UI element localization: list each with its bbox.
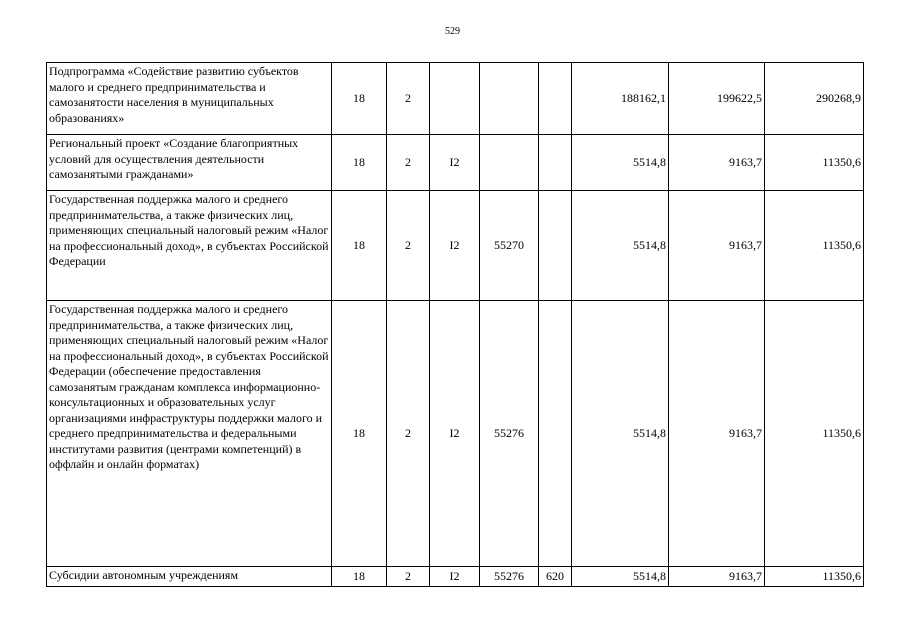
year1-amount-cell: 5514,8 (572, 301, 669, 567)
year2-amount-cell: 9163,7 (669, 301, 765, 567)
year1-amount-cell: 5514,8 (572, 191, 669, 301)
year3-amount-cell: 290268,9 (765, 63, 864, 135)
year2-amount-cell: 9163,7 (669, 191, 765, 301)
subprogram-code-cell: 2 (387, 135, 430, 191)
project-code-cell: I2 (430, 567, 480, 587)
page-number: 529 (445, 26, 460, 37)
table-row (47, 63, 864, 135)
project-code-cell: I2 (430, 191, 480, 301)
direction-code-cell (480, 63, 539, 135)
direction-code-cell: 55276 (480, 301, 539, 567)
subprogram-code-cell: 2 (387, 63, 430, 135)
expense-type-cell (539, 191, 572, 301)
year1-amount-cell: 188162,1 (572, 63, 669, 135)
subprogram-code-cell: 2 (387, 191, 430, 301)
year2-amount-cell: 9163,7 (669, 135, 765, 191)
expense-type-cell (539, 135, 572, 191)
expense-type-cell (539, 301, 572, 567)
project-code-cell: I2 (430, 301, 480, 567)
expense-type-cell: 620 (539, 567, 572, 587)
direction-code-cell (480, 135, 539, 191)
subprogram-code-cell: 2 (387, 301, 430, 567)
year3-amount-cell: 11350,6 (765, 567, 864, 587)
row-name-cell: Региональный проект «Создание благоприятных условий для осуществления деятельности самозанятыми гражданами» (47, 135, 332, 191)
year3-amount-cell: 11350,6 (765, 301, 864, 567)
subprogram-code-cell: 2 (387, 567, 430, 587)
ministry-code-cell: 18 (332, 191, 387, 301)
project-code-cell (430, 63, 480, 135)
expense-type-cell (539, 63, 572, 135)
table-row (47, 567, 864, 587)
ministry-code-cell: 18 (332, 567, 387, 587)
project-code-cell: I2 (430, 135, 480, 191)
row-name-cell: Субсидии автономным учреждениям (47, 567, 332, 587)
table-row (47, 135, 864, 191)
year2-amount-cell: 9163,7 (669, 567, 765, 587)
year1-amount-cell: 5514,8 (572, 567, 669, 587)
year3-amount-cell: 11350,6 (765, 135, 864, 191)
year1-amount-cell: 5514,8 (572, 135, 669, 191)
table-row (47, 301, 864, 567)
direction-code-cell: 55276 (480, 567, 539, 587)
year3-amount-cell: 11350,6 (765, 191, 864, 301)
row-name-cell: Подпрограмма «Содействие развитию субъектов малого и среднего предпринимательства и самозанятости населения в муниципальных образованиях» (47, 63, 332, 135)
row-name-cell: Государственная поддержка малого и среднего предпринимательства, а также физических лиц, применяющих специальный налоговый режим «Налог на профессиональный доход», в субъектах Российской Федерации (47, 191, 332, 301)
ministry-code-cell: 18 (332, 63, 387, 135)
budget-table (46, 62, 864, 587)
ministry-code-cell: 18 (332, 301, 387, 567)
direction-code-cell: 55270 (480, 191, 539, 301)
row-name-cell: Государственная поддержка малого и среднего предпринимательства, а также физических лиц, применяющих специальный налоговый режим «Налог на профессиональный доход», в субъектах Российской Федерации (обеспечение предоставления самозанятым гражданам комплекса информационно-консультационных и образовательных услуг организациями инфраструктуры поддержки малого и среднего предпринимательства и федеральными институтами развития (центрами компетенций) в оффлайн и онлайн форматах) (47, 301, 332, 567)
table-row (47, 191, 864, 301)
year2-amount-cell: 199622,5 (669, 63, 765, 135)
ministry-code-cell: 18 (332, 135, 387, 191)
